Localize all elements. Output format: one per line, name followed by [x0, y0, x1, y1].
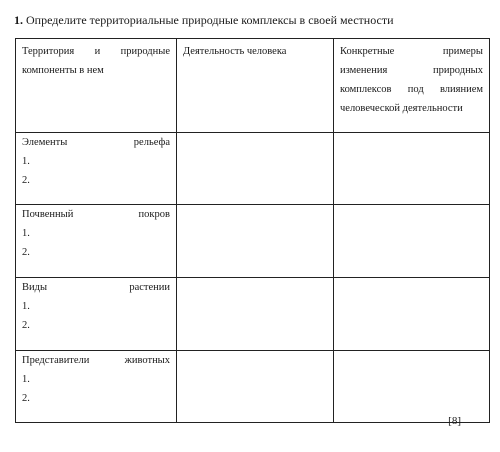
answer-cell[interactable] — [177, 278, 334, 351]
row-label: Почвенный покров — [22, 209, 170, 220]
list-item: 1. — [22, 374, 30, 385]
list-item: 2. — [22, 320, 30, 331]
table-header-row — [16, 39, 490, 133]
list-item: 2. — [22, 175, 30, 186]
header-examples-line: комплексов под влиянием — [340, 84, 483, 95]
header-territory — [16, 39, 177, 133]
score-mark: [8] — [448, 415, 461, 427]
list-item: 2. — [22, 247, 30, 258]
answer-cell[interactable] — [177, 205, 334, 278]
row-label-cell — [16, 133, 177, 205]
task-number: 1. — [14, 13, 23, 27]
task-text: Определите территориальные природные комплексы в своей местности — [26, 13, 394, 27]
header-territory-line: компоненты в нем — [22, 65, 104, 76]
table-row — [16, 205, 490, 278]
list-item: 2. — [22, 393, 30, 404]
header-examples-line: изменения природных — [340, 65, 483, 76]
table-row — [16, 133, 490, 205]
answer-table — [15, 38, 490, 423]
header-activity — [177, 39, 334, 133]
header-examples — [334, 39, 490, 133]
answer-cell[interactable] — [334, 278, 490, 351]
list-item: 1. — [22, 228, 30, 239]
row-label-cell — [16, 205, 177, 278]
answer-cell[interactable] — [334, 205, 490, 278]
table-row — [16, 351, 490, 423]
answer-cell[interactable] — [177, 351, 334, 423]
answer-cell[interactable] — [334, 133, 490, 205]
row-label: Виды растении — [22, 282, 170, 293]
header-examples-line: человеческой деятельности — [340, 103, 463, 114]
row-label: Элементы рельефа — [22, 137, 170, 148]
row-label-cell — [16, 278, 177, 351]
answer-cell[interactable] — [334, 351, 490, 423]
row-label-cell — [16, 351, 177, 423]
list-item: 1. — [22, 156, 30, 167]
header-examples-line: Конкретные примеры — [340, 46, 483, 57]
header-activity-line: Деятельность человека — [183, 46, 287, 57]
task-title — [14, 13, 394, 28]
header-territory-line: Территория и природные — [22, 46, 170, 57]
table-row — [16, 278, 490, 351]
list-item: 1. — [22, 301, 30, 312]
answer-cell[interactable] — [177, 133, 334, 205]
row-label: Представители животных — [22, 355, 170, 366]
